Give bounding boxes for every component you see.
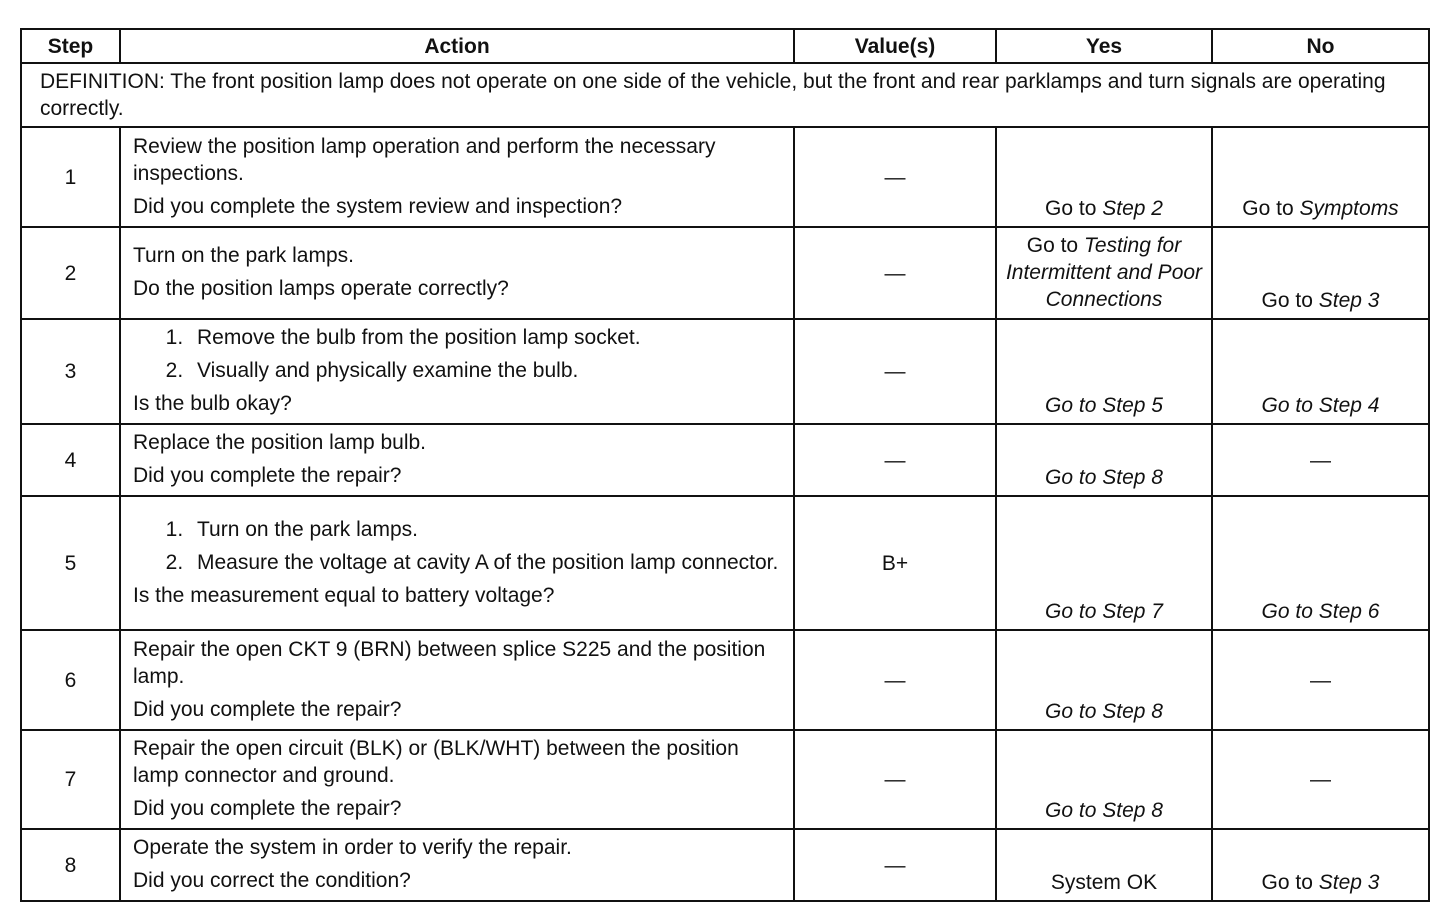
yes-link[interactable]: Go to Step 8 [996, 630, 1212, 730]
action-cell [120, 227, 794, 319]
step-number: 1 [21, 127, 120, 227]
yes-prefix: Go to [1045, 197, 1103, 220]
value-cell: — [794, 829, 996, 901]
definition-text: DEFINITION: The front position lamp does not operate on one side of the vehicle, but the front and rear parklamps and turn signals are operating correctly. [21, 63, 1429, 127]
question-text: Is the measurement equal to battery voltage? [133, 583, 555, 607]
action-cell [120, 424, 794, 496]
yes-cell [996, 227, 1212, 319]
no-prefix: Go to [1261, 289, 1319, 312]
action-text: Repair the open CKT 9 (BRN) between splice S225 and the position lamp. [133, 637, 766, 688]
table-row [21, 127, 1429, 227]
definition-row [21, 63, 1429, 127]
list-item: 1. Remove the bulb from the position lamp socket. [189, 324, 783, 351]
step-number: 4 [21, 424, 120, 496]
no-cell: — [1212, 424, 1429, 496]
action-text: Turn on the park lamps. [133, 244, 354, 267]
table-row [21, 424, 1429, 496]
step-number: 5 [21, 496, 120, 630]
value-cell: — [794, 227, 996, 319]
yes-link[interactable]: Go to Step 7 [996, 496, 1212, 630]
action-text: Repair the open circuit (BLK) or (BLK/WHT) between the position lamp connector and ground. [133, 737, 739, 787]
question-text: Did you complete the system review and inspection? [133, 194, 623, 218]
step-number: 3 [21, 319, 120, 424]
list-item: 2. Visually and physically examine the bulb. [189, 357, 783, 384]
no-prefix: Go to [1242, 197, 1300, 220]
no-prefix: Go to [1261, 871, 1319, 894]
table-row [21, 496, 1429, 630]
yes-link[interactable]: Go to Step 5 [996, 319, 1212, 424]
no-cell [1212, 227, 1429, 319]
action-steps [133, 324, 783, 384]
question-text: Did you complete the repair? [133, 797, 402, 820]
question-text: Do the position lamps operate correctly? [133, 277, 509, 300]
question-text: Did you correct the condition? [133, 869, 411, 892]
action-cell [120, 630, 794, 730]
header-no: No [1212, 29, 1429, 63]
yes-link[interactable]: Go to Step 8 [996, 730, 1212, 829]
yes-link[interactable]: Testing for Intermittent and Poor Connections [1005, 233, 1203, 311]
step-number: 6 [21, 630, 120, 730]
header-action: Action [120, 29, 794, 63]
list-item: 1. Turn on the park lamps. [189, 516, 783, 543]
action-text: Operate the system in order to verify the repair. [133, 836, 572, 859]
value-cell: — [794, 730, 996, 829]
no-link[interactable]: Step 3 [1318, 871, 1380, 894]
yes-cell: System OK [996, 829, 1212, 901]
action-text: Review the position lamp operation and perform the necessary inspections. [133, 134, 716, 185]
value-cell: — [794, 424, 996, 496]
value-cell: B+ [794, 496, 996, 630]
no-cell [1212, 829, 1429, 901]
value-cell: — [794, 319, 996, 424]
yes-link[interactable]: Step 2 [1102, 197, 1163, 220]
no-cell: — [1212, 630, 1429, 730]
table-row [21, 319, 1429, 424]
action-cell [120, 829, 794, 901]
value-cell: — [794, 127, 996, 227]
header-yes: Yes [996, 29, 1212, 63]
table-row [21, 829, 1429, 901]
action-cell [120, 127, 794, 227]
list-item: 2. Measure the voltage at cavity A of the position lamp connector. [189, 549, 783, 576]
table-row [21, 630, 1429, 730]
header-step: Step [21, 29, 120, 63]
action-cell [120, 319, 794, 424]
header-row [21, 29, 1429, 63]
no-link[interactable]: Symptoms [1299, 197, 1399, 220]
diagnostic-table [20, 28, 1430, 902]
no-link[interactable]: Go to Step 6 [1212, 496, 1429, 630]
action-cell [120, 730, 794, 829]
question-text: Did you complete the repair? [133, 697, 402, 721]
no-link[interactable]: Step 3 [1318, 289, 1380, 312]
no-cell [1212, 127, 1429, 227]
value-cell: — [794, 630, 996, 730]
yes-link[interactable]: Go to Step 8 [996, 424, 1212, 496]
action-steps [133, 516, 783, 576]
action-cell [120, 496, 794, 630]
step-number: 2 [21, 227, 120, 319]
table-row [21, 227, 1429, 319]
question-text: Did you complete the repair? [133, 464, 402, 487]
question-text: Is the bulb okay? [133, 392, 292, 415]
step-number: 7 [21, 730, 120, 829]
table-row [21, 730, 1429, 829]
header-values: Value(s) [794, 29, 996, 63]
step-number: 8 [21, 829, 120, 901]
yes-prefix: Go to [1026, 233, 1084, 257]
yes-cell [996, 127, 1212, 227]
action-text: Replace the position lamp bulb. [133, 431, 427, 454]
no-link[interactable]: Go to Step 4 [1212, 319, 1429, 424]
no-cell: — [1212, 730, 1429, 829]
